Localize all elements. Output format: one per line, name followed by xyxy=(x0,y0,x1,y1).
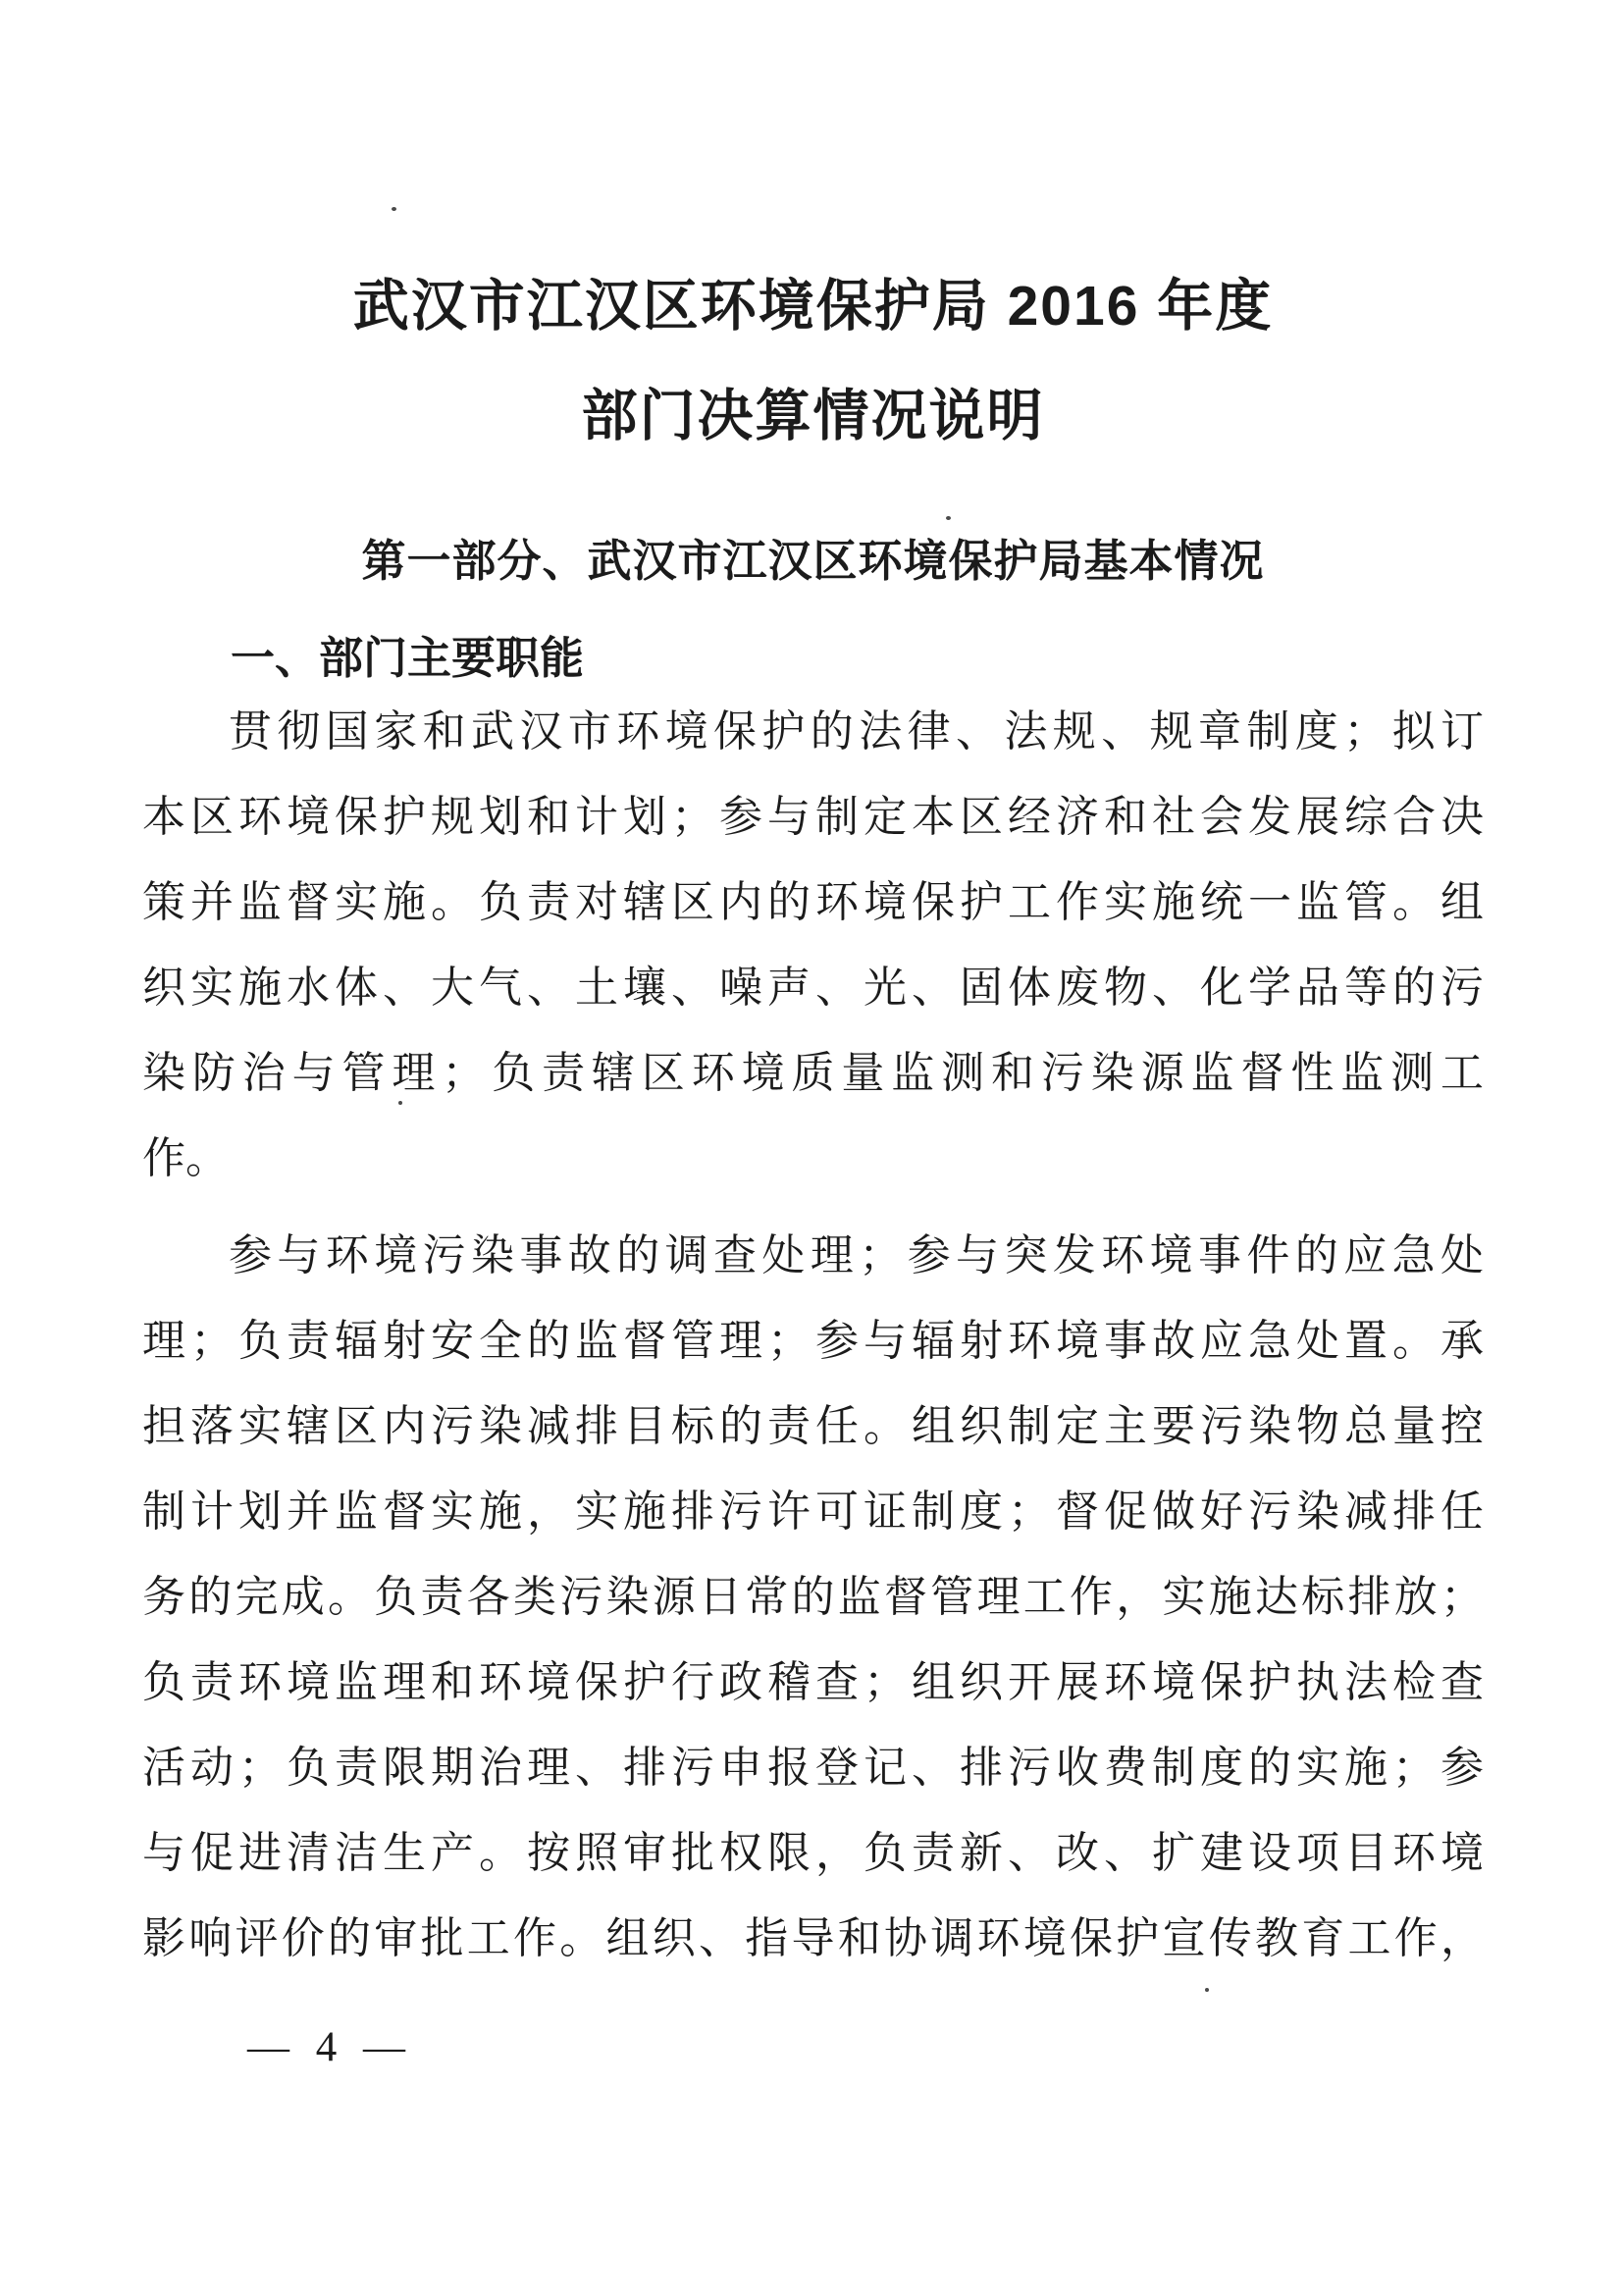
body-text-line: 本区环境保护规划和计划；参与制定本区经济和社会发展综合决 xyxy=(142,793,1484,841)
body-text-line: 与促进清洁生产。按照审批权限，负责新、改、扩建设项目环境 xyxy=(142,1829,1484,1877)
scan-speck xyxy=(946,516,951,520)
body-text-line: 担落实辖区内污染减排目标的责任。组织制定主要污染物总量控 xyxy=(142,1402,1484,1450)
body-text-line: 制计划并监督实施，实施排污许可证制度；督促做好污染减排任 xyxy=(142,1487,1484,1536)
body-text-line: 贯彻国家和武汉市环境保护的法律、法规、规章制度；拟订 xyxy=(229,707,1484,756)
body-text-line: 织实施水体、大气、土壤、噪声、光、固体废物、化学品等的污 xyxy=(142,964,1484,1012)
section-heading-part-one: 第一部分、武汉市江汉区环境保护局基本情况 xyxy=(361,536,1265,586)
body-text-line: 染防治与管理；负责辖区环境质量监测和污染源监督性监测工 xyxy=(142,1049,1484,1097)
body-text-line: 活动；负责限期治理、排污申报登记、排污收费制度的实施；参 xyxy=(142,1744,1484,1792)
body-text-line: 理；负责辐射安全的监督管理；参与辐射环境事故应急处置。承 xyxy=(142,1317,1484,1365)
paragraph-duties-2 xyxy=(142,1213,1484,1981)
body-text-line: 负责环境监理和环境保护行政稽查；组织开展环境保护执法检查 xyxy=(142,1658,1484,1706)
scan-speck xyxy=(392,207,396,211)
body-text-line: 参与环境污染事故的调查处理；参与突发环境事件的应急处 xyxy=(229,1231,1484,1279)
paragraph-duties-1 xyxy=(142,689,1484,1201)
scan-speck xyxy=(1205,1988,1209,1992)
page-number: — 4 — xyxy=(247,2024,413,2070)
scan-speck xyxy=(398,1101,402,1105)
document-title-line-1: 武汉市江汉区环境保护局 2016 年度 xyxy=(352,275,1274,338)
subheading-main-duties: 一、部门主要职能 xyxy=(231,633,585,683)
document-title xyxy=(142,0,1484,471)
document-content xyxy=(142,0,1484,1981)
body-text-line: 务的完成。负责各类污染源日常的监督管理工作，实施达标排放； xyxy=(142,1573,1484,1621)
body-text-line: 影响评价的审批工作。组织、指导和协调环境保护宣传教育工作， xyxy=(142,1914,1484,1962)
body-text-line: 策并监督实施。负责对辖区内的环境保护工作实施统一监管。组 xyxy=(142,878,1484,926)
body-text-line: 作。 xyxy=(142,1134,229,1182)
document-title-line-2: 部门决算情况说明 xyxy=(581,385,1045,447)
